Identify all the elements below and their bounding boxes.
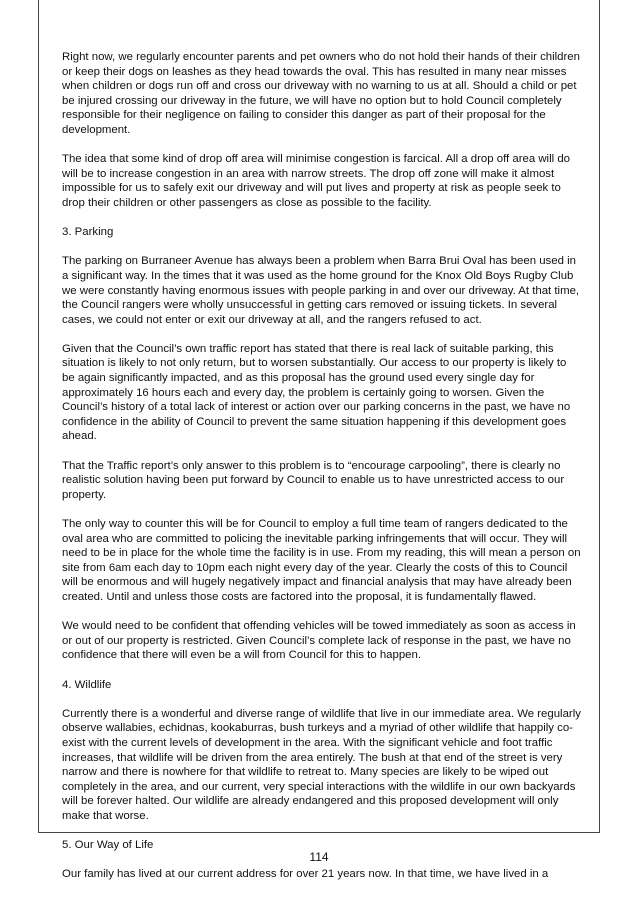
paragraph-rangers: The only way to counter this will be for Council to employ a full time team of rangers dedicated to the oval area who are committed to policing the inevitable parking infringements that will occur. They will need to be in place for the whole time the facility is in use. From my reading, this will mean a person on site from 6am each day to 10pm each night every day of the year. Clearly the costs of this to Council will be enormous and will hugely negatively impact and financial analysis that may have already been created. Until and unless those costs are factored into the proposal, it is fundamentally flawed. [62, 518, 581, 603]
paragraph-carpooling: That the Traffic report’s only answer to this problem is to “encourage carpooling”, there is clearly no realistic solution having been put forward by Council to enable us to have unrestricted access to our property. [62, 459, 565, 501]
section-heading-way-of-life: 5. Our Way of Life [62, 839, 154, 852]
page-number: 114 [309, 850, 329, 864]
section-heading-parking: 3. Parking [62, 226, 114, 239]
paragraph-parking-history: The parking on Burraneer Avenue has always been a problem when Barra Brui Oval has been used in a significant way. In the times that it was used as the home ground for the Knox Old Boys Rugby Club we were constantly having enormous issues with people parking in and over our driveway. At that time, the Council rangers were wholly unsuccessful in getting cars removed or issuing tickets. In several cases, we could not enter or exit our driveway at all, and the rangers refused to act. [62, 255, 580, 326]
paragraph-pedestrian-safety: Right now, we regularly encounter parents and pet owners who do not hold their hands of their children or keep their dogs on leashes as they head towards the oval. This has resulted in many near misses when children or dogs run off and cross our driveway with no warning to us at all. Should a child or pet be injured crossing our driveway in the future, we will have no option but to hold Council completely responsible for their negligence on failing to consider this danger as part of their proposal for the development. [62, 51, 580, 136]
paragraph-wildlife: Currently there is a wonderful and diverse range of wildlife that live in our immediate area. We regularly observe wallabies, echidnas, kookaburras, bush turkeys and a myriad of other wildlife that happily co-exist with the current levels of development in the area. With the significant vehicle and foot traffic increases, that wildlife will be driven from the area entirely. The bush at that end of the street is very narrow and there is nowhere for that wildlife to retreat to. Many species are likely to be wiped out completely in the area, and our current, very special interactions with the wildlife in our own backyards will be forever halted. Our wildlife are already endangered and this proposed development will only make that worse. [62, 707, 581, 822]
paragraph-drop-off-area: The idea that some kind of drop off area will minimise congestion is farcical. All a drop off area will do will be to increase congestion in an area with narrow streets. The drop off zone will make it almost impossible for us to safely exit our driveway and will put lives and property at risk as people seek to drop their children or other passengers as close as possible to the facility. [62, 153, 570, 209]
section-heading-wildlife: 4. Wildlife [62, 678, 112, 691]
paragraph-towing: We would need to be confident that offending vehicles will be towed immediately as soon as access in or out of our property is restricted. Given Council’s complete lack of response in the past, we have no confidence that there will even be a will from Council for this to happen. [62, 620, 576, 662]
document-body [62, 50, 582, 882]
paragraph-way-of-life: Our family has lived at our current address for over 21 years now. In that time, we have lived in a [62, 868, 549, 881]
paragraph-traffic-report: Given that the Council’s own traffic report has stated that there is real lack of suitable parking, this situation is likely to not only return, but to worsen substantially. Our access to our property is likely to be again significantly impacted, and as this proposal has the ground used every single day for approximately 16 hours each and every day, the problem is certainly going to worsen. Given the Council’s history of a total lack of interest or action over our parking concerns in the past, we have no confidence in the ability of Council to prevent the same situation happening if this development goes ahead. [62, 342, 571, 443]
